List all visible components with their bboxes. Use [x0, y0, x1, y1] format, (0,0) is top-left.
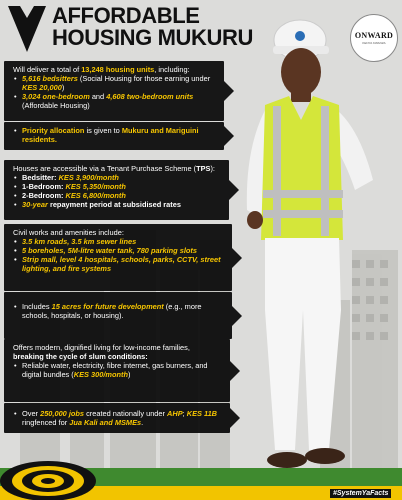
- highlight: KES 20,000: [22, 83, 62, 92]
- highlight: 30-year: [22, 200, 48, 209]
- logo-word: ONWARD: [354, 31, 394, 40]
- text: ): [128, 370, 131, 379]
- text: TPS: [196, 164, 211, 173]
- label: Bedsitter:: [22, 173, 59, 182]
- text: Will deliver a total of: [13, 65, 82, 74]
- text: ): [61, 83, 65, 92]
- list-item: [22, 74, 216, 92]
- panel-7-list: [13, 409, 222, 427]
- highlight: 250,000 jobs: [40, 409, 85, 418]
- highlight: KES 300/month: [73, 370, 128, 379]
- title-line-2: HOUSING MUKURU: [52, 25, 253, 50]
- highlight: Jua Kali and MSMEs: [69, 418, 142, 427]
- panel-jobs: [4, 403, 230, 433]
- list-item: [22, 92, 216, 110]
- panel-6-list: [13, 361, 222, 379]
- text: ;: [182, 409, 187, 418]
- panel-civil-works: [4, 224, 232, 291]
- panel-total-units: [4, 61, 224, 121]
- text: created nationally under: [84, 409, 168, 418]
- price: KES 6,800/month: [65, 191, 126, 200]
- list-item: [22, 200, 221, 209]
- panel-1-intro: [13, 65, 216, 74]
- text: repayment period at subsidised rates: [47, 200, 181, 209]
- text: Offers modern, dignified living for low-income families,: [13, 343, 190, 352]
- text: .: [141, 418, 144, 427]
- text: , including:: [154, 65, 190, 74]
- list-item: [22, 126, 216, 144]
- highlight: KES 11B: [186, 409, 218, 418]
- target-icon: [0, 443, 120, 500]
- list-item: • 5 boreholes, 5M-litre water tank, 780 parking slots: [22, 246, 224, 255]
- panel-6-intro: [13, 343, 222, 361]
- list-item: [22, 361, 222, 379]
- panel-future-development: [4, 292, 232, 339]
- text: (Affordable Housing): [22, 101, 90, 110]
- highlight: Mukuru and Mariguini residents.: [22, 126, 199, 144]
- list-item: [22, 191, 221, 200]
- person-illustration: [225, 10, 402, 490]
- price: KES 5,350/month: [65, 182, 126, 191]
- panel-3-intro: [13, 164, 221, 173]
- label: 1-Bedroom:: [22, 182, 66, 191]
- text: breaking the cycle of slum conditions:: [13, 352, 148, 361]
- highlight: 3,024 one-bedroom: [22, 92, 90, 101]
- text: (e.g., more schools, hospitals, or housing).: [22, 302, 202, 320]
- logo-subtext: KENYA KWANZA: [362, 41, 386, 45]
- text: Includes: [22, 302, 52, 311]
- text: Over: [22, 409, 41, 418]
- panel-tps: [4, 160, 229, 220]
- list-item: [22, 173, 221, 182]
- panel-4-list: [13, 237, 224, 273]
- highlight: 4,608 two-bedroom units: [106, 92, 194, 101]
- text: ):: [210, 164, 215, 173]
- label: 2-Bedroom:: [22, 191, 66, 200]
- text: is given to: [84, 126, 122, 135]
- panel-4-intro: Civil works and amenities include:: [13, 228, 124, 237]
- text: (Social Housing for those earning under: [77, 74, 211, 83]
- onward-logo: [350, 14, 398, 62]
- panel-3-list: [13, 173, 221, 209]
- list-item: • 3.5 km roads, 3.5 km sewer lines: [22, 237, 224, 246]
- panel-5-list: [13, 302, 224, 320]
- text: ringfenced for: [22, 418, 70, 427]
- highlight: AHP: [167, 409, 183, 418]
- highlight: 13,248 housing units: [81, 65, 155, 74]
- list-item: [22, 302, 224, 320]
- highlight: 15 acres for future development: [51, 302, 164, 311]
- text: Houses are accessible via a Tenant Purchase Scheme (: [13, 164, 197, 173]
- panel-2-list: [13, 126, 216, 144]
- panel-priority: [4, 122, 224, 150]
- list-item: [22, 182, 221, 191]
- panel-1-list: [13, 74, 216, 110]
- list-item: • Strip mall, level 4 hospitals, schools, parks, CCTV, street lighting, and fire systems: [22, 255, 224, 273]
- hashtag-label: #SystemYaFacts: [330, 489, 391, 498]
- arrow-down-icon: [8, 6, 46, 52]
- panel-modern-living: [4, 339, 230, 402]
- highlight: Priority allocation: [22, 126, 85, 135]
- price: KES 3,900/month: [58, 173, 119, 182]
- text: Reliable water, electricity, fibre internet, gas burners, and digital bundles (: [22, 361, 208, 379]
- list-item: [22, 409, 222, 427]
- text: and: [89, 92, 107, 101]
- highlight: 5,616 bedsitters: [22, 74, 78, 83]
- title-line-1: AFFORDABLE: [52, 3, 200, 28]
